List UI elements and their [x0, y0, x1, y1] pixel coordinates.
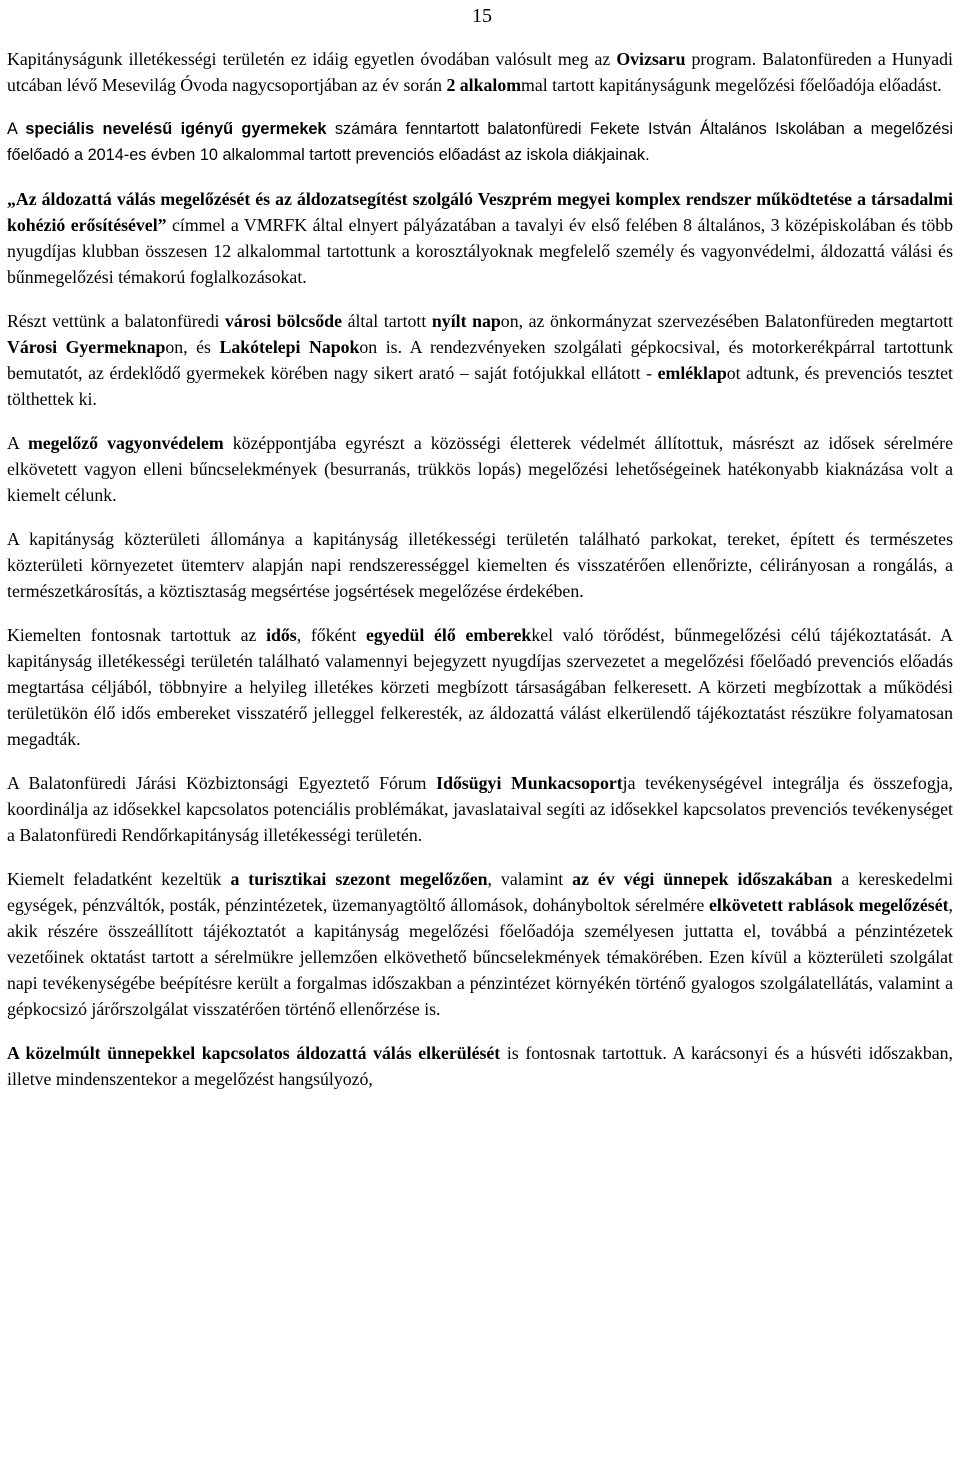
paragraph-p6 [7, 526, 953, 604]
bold-text-run: Ovizsaru [616, 49, 686, 69]
text-run: Kapitányságunk illetékességi területén ez idáig egyetlen óvodában valósult meg az [7, 49, 617, 69]
paragraph-p3 [7, 186, 953, 290]
bold-text-run: „Az áldozattá válás megelőzését és az áldozatsegítést szolgáló Veszprém megyei komplex rendszer működtetése a társadalmi kohézió erősítésével” [7, 189, 953, 235]
text-run: is fontosnak tartottuk. A karácsonyi és a húsvéti időszakban, illetve mindenszentekor a megelőzést hangsúlyozó, [7, 1043, 953, 1089]
paragraph-p9 [7, 866, 953, 1022]
text-run: A kapitányság közterületi állománya a kapitányság illetékességi területén található parkokat, tereket, épített és természetes közterületi környezetet ütemterv alapján napi rendszerességgel kiemelten és visszatérően ellenőrizte, célirányosan a rongálás, a természetkárosítás, a köztisztaság megsértése jogsértések megelőzése érdekében. [7, 529, 953, 601]
text-run: , akik részére összeállított tájékoztatót a kapitányság megelőzési főelőadója személyesen juttatta el, továbbá a pénzintézetek vezetőinek oktatást tartott a sérelmükre jellemzően elkövethető bűncselekmények témakörében. Ezen kívül a közterületi szolgálat napi tevékenységébe beépítésre került a forgalmas időszakban a pénzintézet környékén történő gyalogos szolgálatellátás, valamint a gépkocsizó járőrszolgálat visszatérően történő ellenőrzése is. [7, 895, 953, 1019]
text-run: ot adtunk, és prevenciós tesztet tölthettek ki. [7, 363, 953, 409]
text-run: on is. A rendezvényeken szolgálati gépkocsival, és motorkerékpárral tartottunk bemutatót, az érdeklődő gyermekek körében nagy sikert arató – saját fotójukkal ellátott - [7, 337, 953, 383]
text-run: , főként [296, 625, 367, 645]
bold-text-run: nyílt nap [431, 311, 501, 331]
bold-text-run: városi bölcsőde [225, 311, 342, 331]
text-run: , valamint [487, 869, 573, 889]
paragraph-p1 [7, 46, 953, 98]
paragraph-p7 [7, 622, 953, 752]
bold-text-run: a turisztikai szezont megelőzően [230, 869, 488, 889]
bold-text-run: egyedül élő emberek [366, 625, 532, 645]
bold-text-run: megelőző vagyonvédelem [27, 433, 224, 453]
bold-text-run: emléklap [657, 363, 727, 383]
text-run: címmel a VMRFK által elnyert pályázatában a tavalyi év első felében 8 általános, 3 középiskolában és több nyugdíjas klubban összesen 12 alkalommal tartottunk a korosztályoknak megfelelő személy és vagyonvédelmi, áldozattá válási és bűnmegelőzési témakorú foglalkozásokat. [7, 215, 954, 287]
text-run: számára fenntartott balatonfüredi Fekete István Általános Iskolában a megelőzési főelőadó a 2014-es évben 10 alkalommal tartott prevenciós előadást az iskola diákjainak. [7, 120, 954, 164]
text-run: Kiemelt feladatként kezeltük [7, 869, 231, 889]
text-run: ja tevékenységével integrálja és összefogja, koordinálja az idősekkel kapcsolatos potenciális problémákat, javaslataival segíti az idősekkel kapcsolatos prevenciós tevékenységet a Balatonfüredi Rendőrkapitányság illetékességi területén. [7, 773, 953, 845]
text-run: on, és [165, 337, 220, 357]
paragraph-p5 [7, 430, 953, 508]
bold-text-run: Lakótelepi Napok [219, 337, 360, 357]
paragraph-p10 [7, 1040, 953, 1092]
bold-text-run: az év végi ünnepek időszakában [572, 869, 833, 889]
text-run: A [7, 433, 28, 453]
bold-text-run: speciális nevelésű igényű gyermekek [25, 120, 327, 138]
bold-text-run: elkövetett rablások megelőzését [708, 895, 949, 915]
paragraph-p8 [7, 770, 953, 848]
text-run: A Balatonfüredi Járási Közbiztonsági Egyeztető Fórum [7, 773, 437, 793]
bold-text-run: 2 alkalom [446, 75, 522, 95]
text-run: Részt vettünk a balatonfüredi [7, 311, 226, 331]
text-run: középpontjába egyrészt a közösségi életterek védelmét állítottuk, másrészt az idősek sérelmére elkövetett vagyon elleni bűncselekmények (besurranás, trükkös lopás) megelőzési lehetőségeinek hatékonyabb kiaknázása volt a kiemelt célunk. [7, 433, 953, 505]
text-run: a kereskedelmi egységek, pénzváltók, posták, pénzintézetek, üzemanyagtöltő állomások, dohányboltok sérelmére [7, 869, 954, 915]
paragraph-p2 [7, 116, 953, 168]
text-run: on, az önkormányzat szervezésében Balatonfüreden megtartott [500, 311, 954, 331]
text-run: A [7, 120, 26, 138]
page-number: 15 [472, 5, 492, 27]
paragraph-p4 [7, 308, 953, 412]
bold-text-run: Idősügyi Munkacsoport [436, 773, 623, 793]
bold-text-run: A közelmúlt ünnepekkel kapcsolatos áldozattá válás elkerülését [7, 1043, 501, 1063]
bold-text-run: Városi Gyermeknap [7, 337, 166, 357]
text-run: program. Balatonfüreden a Hunyadi utcában lévő Mesevilág Óvoda nagycsoportjában az év során [7, 49, 953, 95]
text-run: mal tartott kapitányságunk megelőzési főelőadója előadást. [521, 75, 942, 95]
text-run: Kiemelten fontosnak tartottuk az [7, 625, 267, 645]
bold-text-run: idős [266, 625, 297, 645]
document-body [7, 46, 953, 1092]
text-run: által tartott [341, 311, 432, 331]
text-run: kel való törődést, bűnmegelőzési célú tájékoztatását. A kapitányság illetékességi területén található valamennyi bejegyzett nyugdíjas szervezetet a megelőzési főelőadó prevenciós előadás megtartása céljából, többnyire a helyileg illetékes körzeti megbízott társaságában felkeresett. A körzeti megbízottak a működési területükön élő idős embereket visszatérő jelleggel felkeresték, az áldozattá válást elkerülendő tájékoztatást részükre folyamatosan megadták. [7, 625, 953, 749]
